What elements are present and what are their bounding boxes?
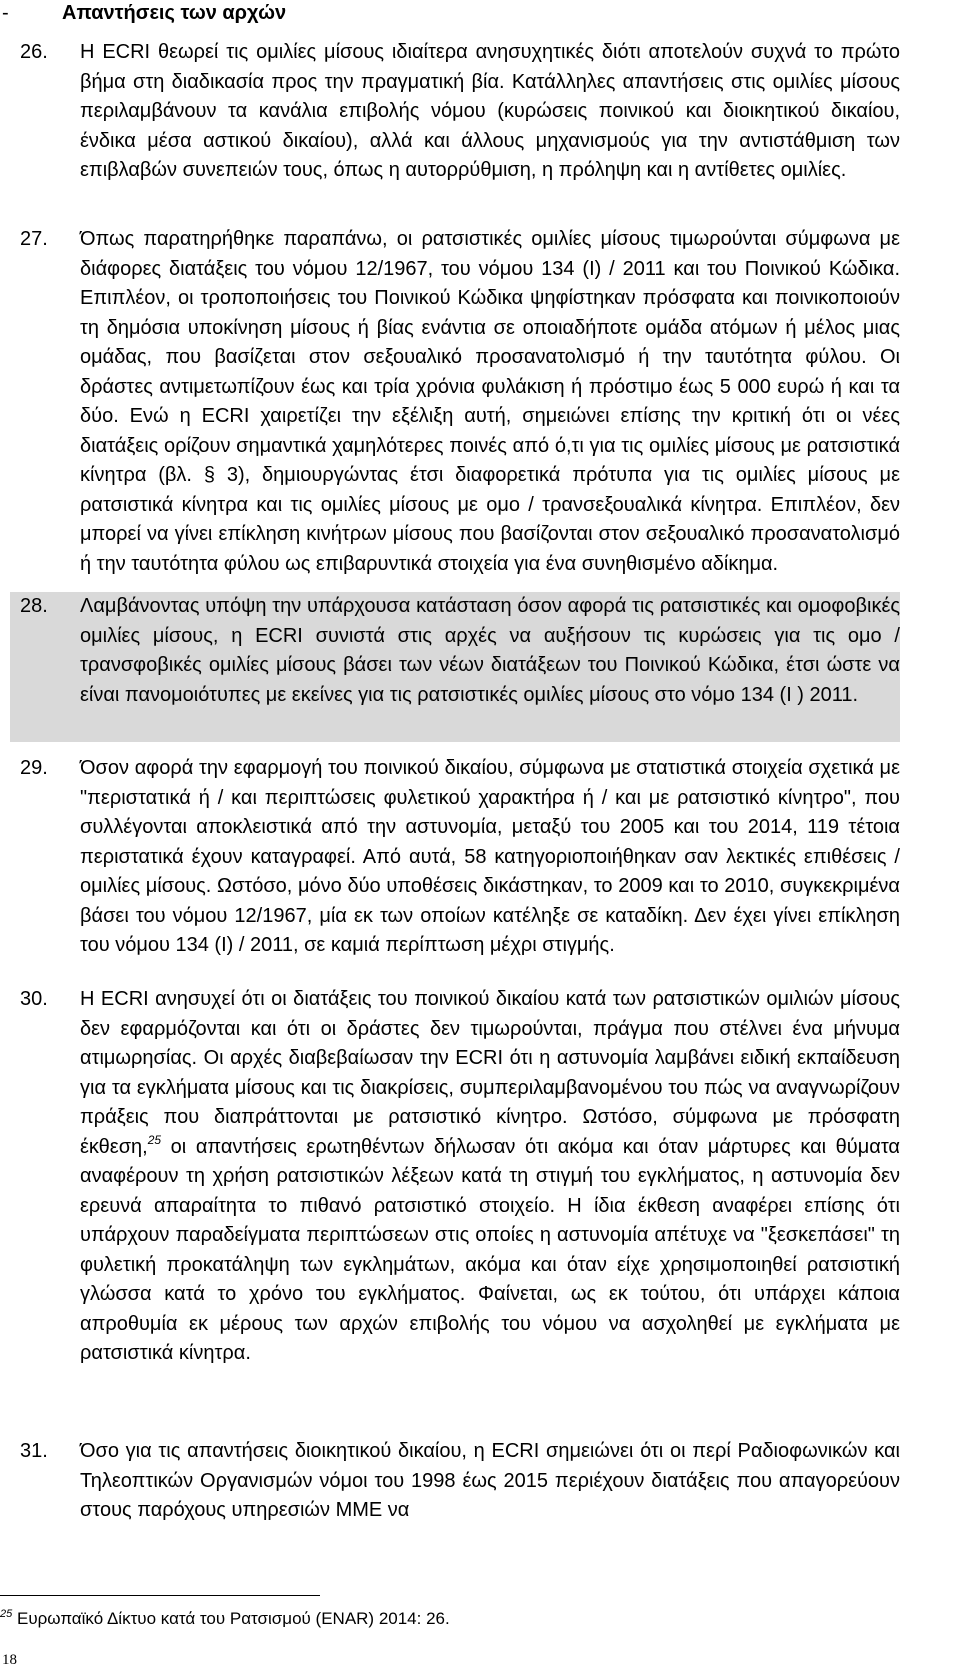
paragraph-number: 27. <box>20 228 48 250</box>
paragraph-number: 31. <box>20 1440 48 1462</box>
paragraph-number: 29. <box>20 757 48 779</box>
footnote-reference[interactable]: 25 <box>147 1132 162 1147</box>
paragraph-29 <box>10 754 900 961</box>
paragraph-text: Λαμβάνοντας υπόψη την υπάρχουσα κατάσταση όσον αφορά τις ρατσιστικές και ομοφοβικές ομιλίες μίσους, η ECRI συνιστά στις αρχές να αυξήσουν τις κυρώσεις για τις ομο / τρανσφοβικές ομιλίες μίσους βάσει των νέων διατάξεων του Ποινικού Κώδικα, έτσι ώστε να είναι πανομοιότυπες με εκείνες για τις ρατσιστικές ομιλίες μίσους στο νόμο 134 (Ι ) 2011. <box>80 595 900 706</box>
paragraph-31 <box>10 1437 900 1526</box>
paragraph-text <box>80 985 900 1369</box>
footnote-separator <box>0 1595 320 1596</box>
paragraph-30 <box>10 985 900 1369</box>
footnote-marker: 25 <box>0 1608 13 1620</box>
paragraph-text: Η ECRI θεωρεί τις ομιλίες μίσους ιδιαίτερα ανησυχητικές διότι αποτελούν συχνά το πρώτο βήμα στη διαδικασία προς την πραγματική βία. Κατάλληλες απαντήσεις στις ομιλίες μίσους περιλαμβάνουν τα κανάλια επιβολής νόμου (κυρώσεις ποινικού και διοικητικού δικαίου, ένδικα μέσα αστικού δικαίου), αλλά και άλλους μηχανισμούς για την αντιστάθμιση των επιβλαβών συνεπειών τους, όπως η αυτορρύθμιση, η πρόληψη και η αντίθετες ομιλίες. <box>80 41 900 181</box>
footnote-text: Ευρωπαϊκό Δίκτυο κατά του Ρατσισμού (ENAR) 2014: 26. <box>16 1609 450 1628</box>
paragraph-number: 30. <box>20 988 48 1010</box>
footnote <box>0 1608 450 1630</box>
paragraph-text: Όπως παρατηρήθηκε παραπάνω, οι ρατσιστικές ομιλίες μίσους τιμωρούνται σύμφωνα με διάφορες διατάξεις του νόμου 12/1967, του νόμου 134 (Ι) / 2011 και του Ποινικού Κώδικα. Επιπλέον, οι τροποποιήσεις του Ποινικού Κώδικα ψηφίστηκαν πρόσφατα και ποινικοποιούν τη δημόσια υποκίνηση μίσους ή βίας ενάντια σε οποιαδήποτε ομάδα ατόμων ή μέλος μιας ομάδας, που βασίζεται στον σεξουαλικό προσανατολισμό ή την ταυτότητα φύλου. Οι δράστες αντιμετωπίζουν έως και τρία χρόνια φυλάκιση ή πρόστιμο έως 5 000 ευρώ ή και τα δύο. Ενώ η ECRI χαιρετίζει την εξέλιξη αυτή, σημειώνει επίσης την κριτική ότι οι νέες διατάξεις ορίζουν σημαντικά χαμηλότερες ποινές από ό,τι για τις ομιλίες μίσους με ρατσιστικά κίνητρα (βλ. § 3), δημιουργώντας έτσι διαφορετικά πρότυπα για τις ομιλίες μίσους με ρατσιστικά κίνητρα και τις ομιλίες μίσους με ομο / τρανσεξουαλικά κίνητρα. Επιπλέον, δεν μπορεί να γίνει επίκληση κινήτρων μίσους που βασίζονται στον σεξουαλικό προσανατολισμό ή την ταυτότητα φύλου ως επιβαρυντικά στοιχεία για ένα συνηθισμένο αδίκημα. <box>80 228 900 575</box>
page-number: 18 <box>2 1652 17 1668</box>
heading-title: Απαντήσεις των αρχών <box>62 2 287 24</box>
heading-dash: - <box>2 2 9 24</box>
paragraph-text-part: οι απαντήσεις ερωτηθέντων δήλωσαν ότι ακόμα και όταν μάρτυρες και θύματα αναφέρουν τη χρήση ρατσιστικών λέξεων κατά τη στιγμή του εγκλήματος, η αστυνομία δεν ερευνά απαραίτητα το πιθανό ρατσιστικό στοιχείο. Η ίδια έκθεση αναφέρει επίσης ότι υπάρχουν παραδείγματα περιπτώσεων στις οποίες η αστυνομία απέτυχε να "ξεσκεπάσει" τη φυλετική προκατάληψη των εγκλημάτων, ακόμα και όταν είχε χρησιμοποιηθεί ρατσιστική γλώσσα κατά το χρόνο του εγκλήματος. Φαίνεται, ως εκ τούτου, ότι υπάρχει κάποια απροθυμία εκ μέρους των αρχών επιβολής του νόμου να ασχοληθεί με εγκλήματα με ρατσιστικά κίνητρα. <box>80 1135 900 1364</box>
paragraph-text: Όσον αφορά την εφαρμογή του ποινικού δικαίου, σύμφωνα με στατιστικά στοιχεία σχετικά με "περιστατικά ή / και περιπτώσεις φυλετικού χαρακτήρα ή / και με ρατσιστικό κίνητρο", που συλλέγονται αποκλειστικά από την αστυνομία, μεταξύ του 2005 και του 2014, 119 τέτοια περιστατικά έχουν καταγραφεί. Από αυτά, 58 κατηγοριοποιήθηκαν σαν λεκτικές επιθέσεις / ομιλίες μίσους. Ωστόσο, μόνο δύο υποθέσεις δικάστηκαν, το 2009 και το 2010, συγκεκριμένα βάσει του νόμου 12/1967, μία εκ των οποίων κατέληξε σε καταδίκη. Δεν έχει γίνει επίκληση του νόμου 134 (Ι) / 2011, σε καμιά περίπτωση μέχρι στιγμής. <box>80 757 900 956</box>
paragraph-number: 28. <box>20 595 48 617</box>
section-heading <box>2 0 286 26</box>
paragraph-27 <box>10 225 900 579</box>
paragraph-text: Όσο για τις απαντήσεις διοικητικού δικαίου, η ECRI σημειώνει ότι οι περί Ραδιοφωνικών και Τηλεοπτικών Οργανισμών νόμοι του 1998 έως 2015 περιέχουν διατάξεις που απαγορεύουν στους παρόχους υπηρεσιών ΜΜΕ να <box>80 1440 900 1521</box>
paragraph-text-part: Η ECRI ανησυχεί ότι οι διατάξεις του ποινικού δικαίου κατά των ρατσιστικών ομιλιών μίσους δεν εφαρμόζονται και ότι οι δράστες δεν τιμωρούνται, πράγμα που στέλνει ένα μήνυμα ατιμωρησίας. Οι αρχές διαβεβαίωσαν την ECRI ότι η αστυνομία λαμβάνει ειδική εκπαίδευση για τα εγκλήματα μίσους και τις διακρίσεις, συμπεριλαμβανομένου του πώς να αναγνωρίζουν πράξεις που διαπράττονται με ρατσιστικό κίνητρο. Ωστόσο, σύμφωνα με πρόσφατη έκθεση, <box>80 988 900 1158</box>
paragraph-26 <box>10 38 900 186</box>
paragraph-28 <box>10 592 900 742</box>
paragraph-number: 26. <box>20 41 48 63</box>
